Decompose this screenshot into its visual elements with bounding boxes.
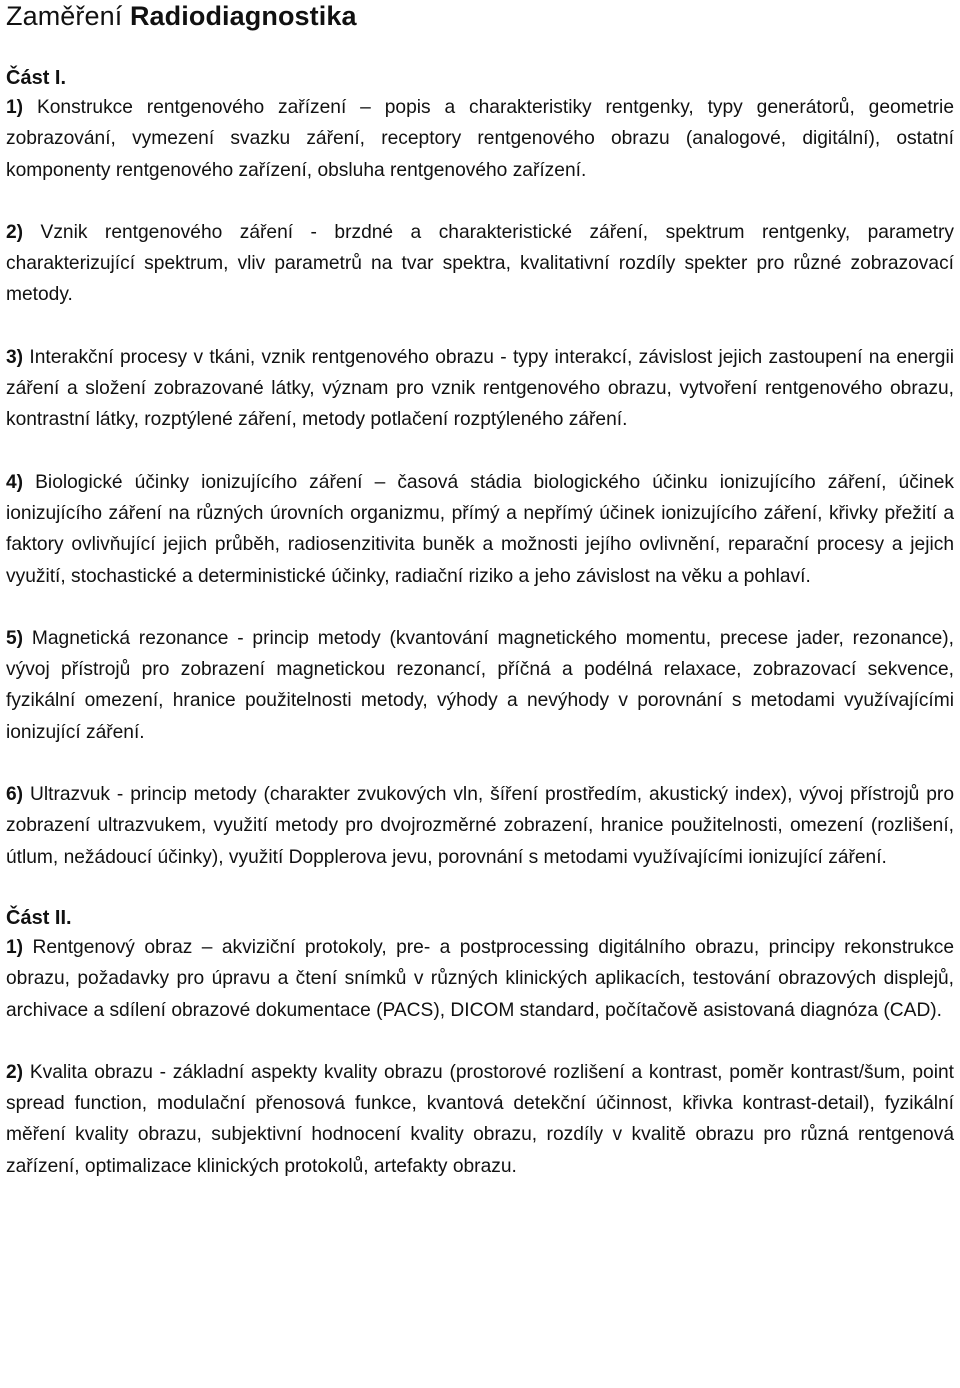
document-title [6,0,954,32]
item-number: 5) [6,627,24,649]
part-1-heading: Část I. [6,67,67,89]
item-number: 1) [6,936,24,958]
item-text: Ultrazvuk - princip metody (charakter zvukových vln, šíření prostředím, akustický index), vývoj přístrojů pro zobrazení ultrazvukem, využití metody pro dvojrozměrné zobrazení, hranice použitelnosti, omezení (rozlišení, útlum, nežádoucí účinky), využití Dopplerova jevu, porovnání s metodami využívajícími ionizující záření. [6,784,954,868]
part-1-item-2 [6,217,954,311]
item-number: 2) [6,221,24,243]
item-text: Vznik rentgenového záření - brzdné a charakteristické záření, spektrum rentgenky, parametry charakterizující spektrum, vliv parametrů na tvar spektra, kvalitativní rozdíly spekter pro různé zobrazovací metody. [6,221,954,306]
item-number: 2) [6,1061,24,1083]
part-1-item-1 [6,92,954,186]
item-number: 6) [6,784,24,806]
item-text: Konstrukce rentgenového zařízení – popis a charakteristiky rentgenky, typy generátorů, geometrie zobrazování, vymezení svazku záření, receptory rentgenového obrazu (analogové, digitální), ostatní komponenty rentgenového zařízení, obsluha rentgenového zařízení. [6,97,954,181]
part-1-section [6,64,954,873]
item-number: 4) [6,471,24,493]
item-text: Interakční procesy v tkáni, vznik rentgenového obrazu - typy interakcí, závislost jejich zastoupení na energii záření a složení zobrazované látky, význam pro vznik rentgenového obrazu, vytvoření rentgenového obrazu, kontrastní látky, rozptýlené záření, metody potlačení rozptýleného záření. [6,346,954,431]
part-1-item-4 [6,467,954,592]
item-text: Biologické účinky ionizujícího záření – časová stádia biologického účinku ionizujícího záření, účinek ionizujícího záření na různých úrovních organizmu, přímý a nepřímý účinek ionizujícího záření, křivky přežití a faktory ovlivňující jejich průběh, radiosenzitivita buněk a možnosti jejího ovlivnění, reparační procesy a jejich využití, stochastické a deterministické účinky, radiační riziko a jeho závislost na věku a pohlaví. [6,471,954,587]
title-main: Radiodiagnostika [129,1,357,31]
part-2-heading: Část II. [6,906,72,929]
item-text: Kvalita obrazu - základní aspekty kvality obrazu (prostorové rozlišení a kontrast, poměr kontrast/šum, point spread function, modulační přenosová funkce, kvantová detekční účinnost, křivka kontrast-detail), fyzikální měření kvality obrazu, subjektivní hodnocení kvality obrazu, rozdíly v kvalitě obrazu pro různá rentgenová zařízení, optimalizace klinických protokolů, artefakty obrazu. [6,1061,954,1177]
item-number: 1) [6,97,24,118]
part-1-item-6 [6,779,954,873]
part-2-item-2 [6,1057,954,1182]
item-text: Rentgenový obraz – akviziční protokoly, pre- a postprocessing digitálního obrazu, principy rekonstrukce obrazu, požadavky pro úpravu a čtení snímků v různých klinických aplikacích, testování obrazových displejů, archivace a sdílení obrazové dokumentace (PACS), DICOM standard, počítačově asistovaná diagnóza (CAD). [6,936,954,1021]
title-prefix: Zaměření [6,1,123,31]
item-text: Magnetická rezonance - princip metody (kvantování magnetického momentu, precese jader, rezonance), vývoj přístrojů pro zobrazení magnetickou rezonancí, příčná a podélná relaxace, zobrazovací sekvence, fyzikální omezení, hranice použitelnosti metody, výhody a nevýhody v porovnání s metodami využívajícími ionizující záření. [6,627,954,743]
part-1-item-3 [6,342,954,436]
part-1-item-5 [6,623,954,748]
part-2-section [6,904,954,1182]
item-number: 3) [6,346,24,368]
part-2-item-1 [6,932,954,1026]
